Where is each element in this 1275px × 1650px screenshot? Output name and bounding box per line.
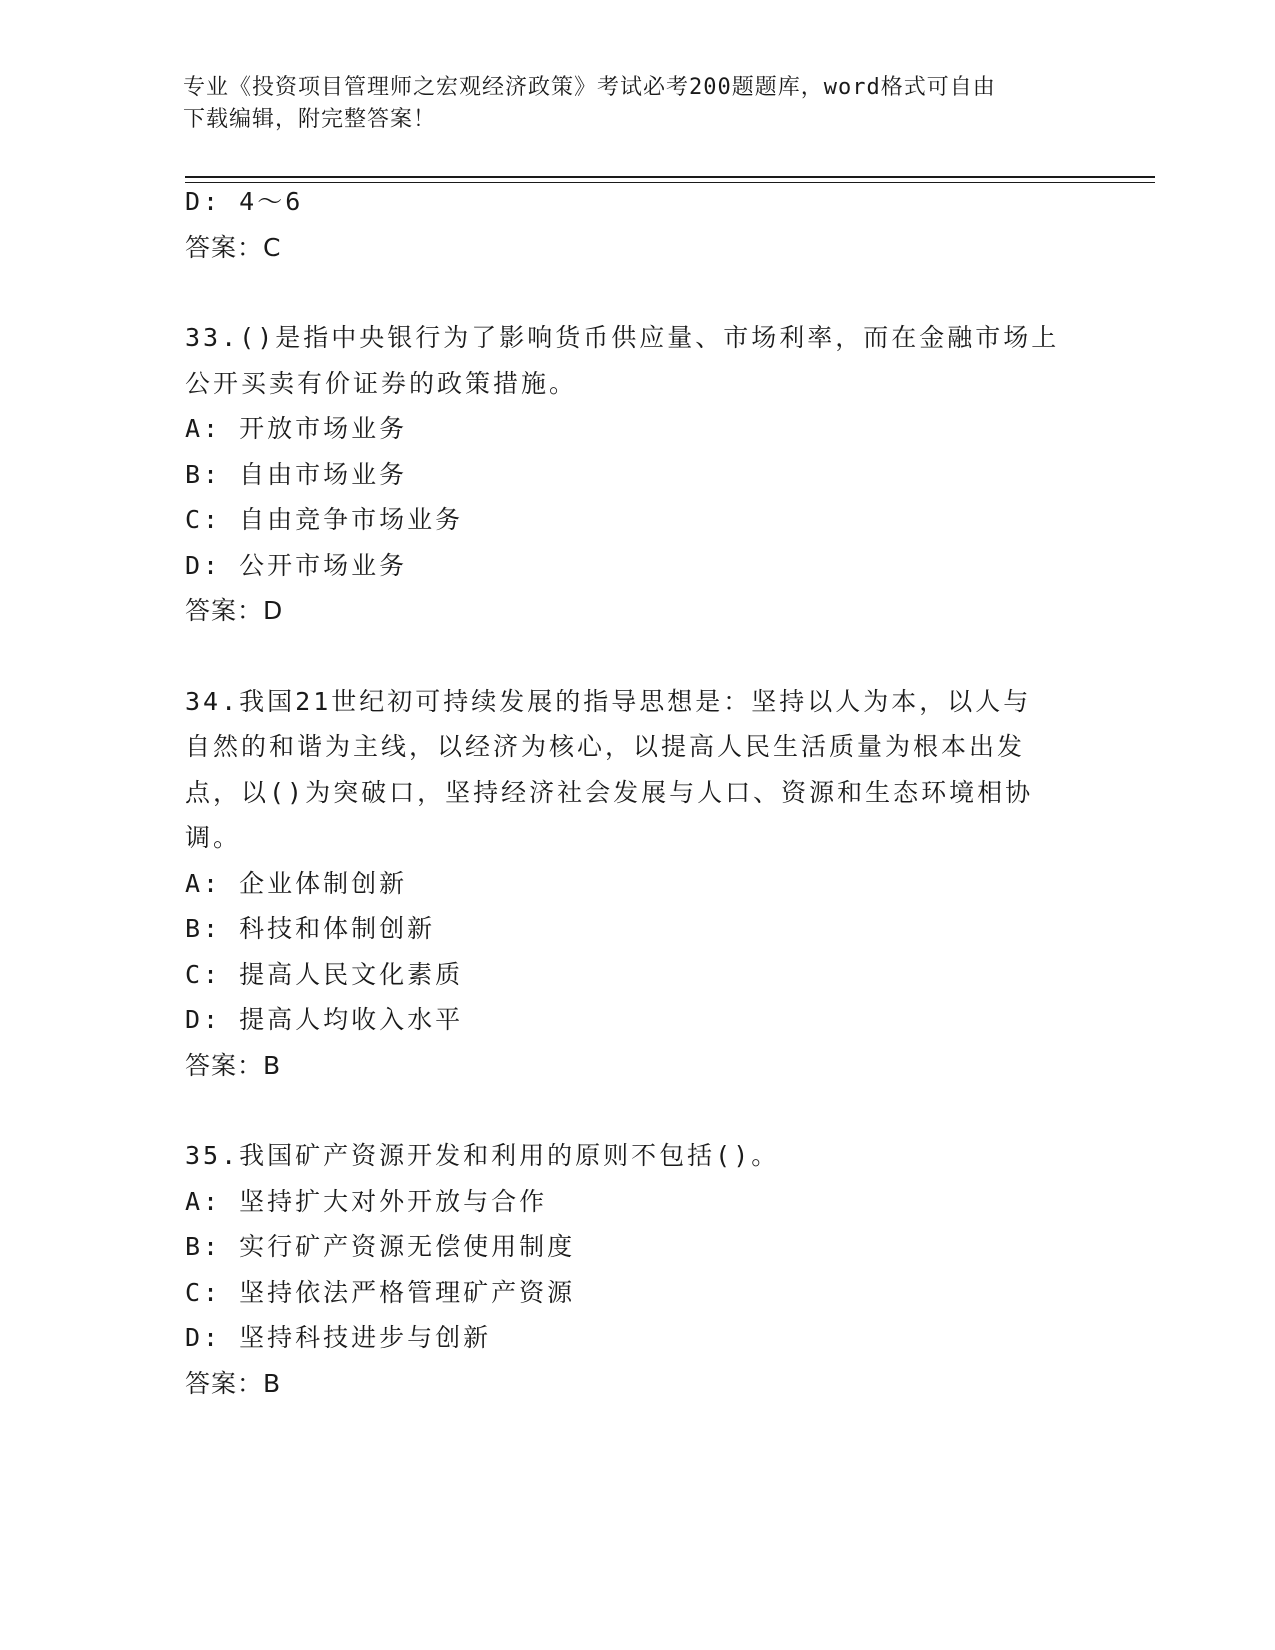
answer: 答案：B	[185, 1050, 282, 1080]
option-b: B: 科技和体制创新	[185, 914, 436, 943]
question-34	[185, 679, 1105, 1089]
spacer	[185, 270, 1105, 315]
prev-answer: 答案：C	[185, 232, 282, 262]
header-line-1: 专业《投资项目管理师之宏观经济政策》考试必考200题题库，word格式可自由	[183, 75, 996, 100]
question-stem-line: 34.我国21世纪初可持续发展的指导思想是：坚持以人为本，以人与	[185, 686, 1032, 716]
header-line-2: 下载编辑，附完整答案！	[183, 107, 437, 132]
option-d: D: 提高人均收入水平	[185, 1005, 464, 1034]
option-c: C: 自由竞争市场业务	[185, 505, 464, 534]
question-stem-line: 调。	[185, 823, 242, 852]
option-b: B: 自由市场业务	[185, 459, 408, 489]
option-c: C: 提高人民文化素质	[185, 959, 464, 989]
header-rule-thick	[185, 176, 1155, 178]
page-header	[183, 72, 1063, 136]
option-b: B: 实行矿产资源无偿使用制度	[185, 1232, 576, 1261]
question-35	[185, 1133, 1105, 1406]
question-stem-line: 35.我国矿产资源开发和利用的原则不包括()。	[185, 1141, 780, 1170]
option-a: A: 坚持扩大对外开放与合作	[185, 1186, 548, 1216]
spacer	[185, 634, 1105, 679]
question-stem-line: 公开买卖有价证券的政策措施。	[185, 368, 578, 398]
option-d: D: 坚持科技进步与创新	[185, 1323, 492, 1352]
option-d: D: 公开市场业务	[185, 550, 408, 580]
spacer	[185, 1088, 1105, 1133]
option-a: A: 企业体制创新	[185, 868, 408, 898]
question-33	[185, 315, 1105, 634]
question-stem-line: 33.()是指中央银行为了影响货币供应量、市场利率，而在金融市场上	[185, 323, 1060, 352]
option-c: C: 坚持依法严格管理矿产资源	[185, 1277, 576, 1307]
option-a: A: 开放市场业务	[185, 414, 408, 443]
document-body	[185, 179, 1105, 1406]
question-stem-line: 点，以()为突破口，坚持经济社会发展与人口、资源和生态环境相协	[185, 777, 1034, 807]
question-stem-line: 自然的和谐为主线，以经济为核心，以提高人民生活质量为根本出发	[185, 732, 1026, 761]
prev-option-d: D: 4～6	[185, 187, 304, 216]
answer: 答案：B	[185, 1368, 282, 1398]
answer: 答案：D	[185, 596, 284, 625]
